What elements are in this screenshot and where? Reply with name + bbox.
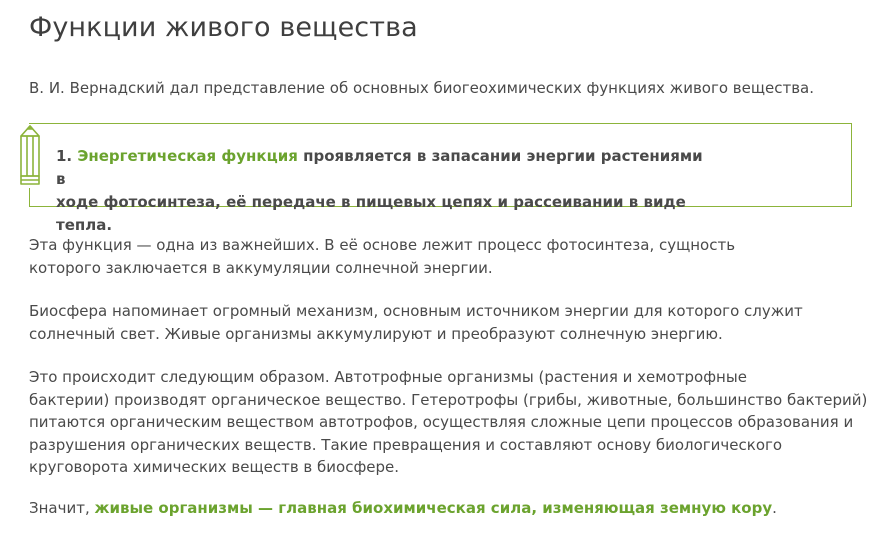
paragraph-2 (29, 300, 859, 345)
paragraph-line: Это происходит следующим образом. Автотрофные организмы (растения и хемотрофные (29, 368, 747, 386)
paragraph-line: солнечный свет. Живые организмы аккумулируют и преобразуют солнечную энергию. (29, 324, 723, 343)
note-text (56, 145, 716, 237)
note-number: 1. (56, 147, 73, 165)
pencil-icon (15, 124, 45, 188)
paragraph-3 (29, 366, 868, 479)
conclusion-prefix: Значит, (29, 499, 95, 517)
page-title: Функции живого вещества (29, 12, 418, 43)
paragraph-line: которого заключается в аккумуляции солнечной энергии. (29, 258, 493, 277)
paragraph-1 (29, 234, 859, 279)
paragraph-line: разрушения органических веществ. Такие превращения и составляют основу биологического (29, 435, 783, 454)
note-line1-rest: проявляется в запасании энергии растениями в (56, 147, 703, 188)
paragraph-line: Эта функция — одна из важнейших. В её основе лежит процесс фотосинтеза, сущность (29, 236, 736, 254)
conclusion-paragraph (29, 497, 859, 520)
function-note-box (29, 123, 852, 234)
note-line2: ходе фотосинтеза, её передаче в пищевых цепях и рассеивании в виде тепла. (56, 193, 686, 234)
paragraph-line: питаются органическим веществом автотрофов, осуществляя сложные цепи процессов образования и (29, 413, 854, 431)
conclusion-highlight: живые организмы — главная биохимическая сила, изменяющая земную кору (94, 499, 773, 517)
paragraph-line: Биосфера напоминает огромный механизм, основным источником энергии для которого служит (29, 302, 803, 320)
note-term: Энергетическая функция (77, 147, 298, 165)
intro-text: В. И. Вернадский дал представление об основных биогеохимических функциях живого вещества. (29, 79, 814, 97)
conclusion-suffix: . (772, 499, 777, 517)
paragraph-line: бактерии) производят органическое вещество. Гетеротрофы (грибы, животные, большинство бактерий) (29, 390, 868, 409)
paragraph-line: круговорота химических веществ в биосфере. (29, 458, 400, 476)
